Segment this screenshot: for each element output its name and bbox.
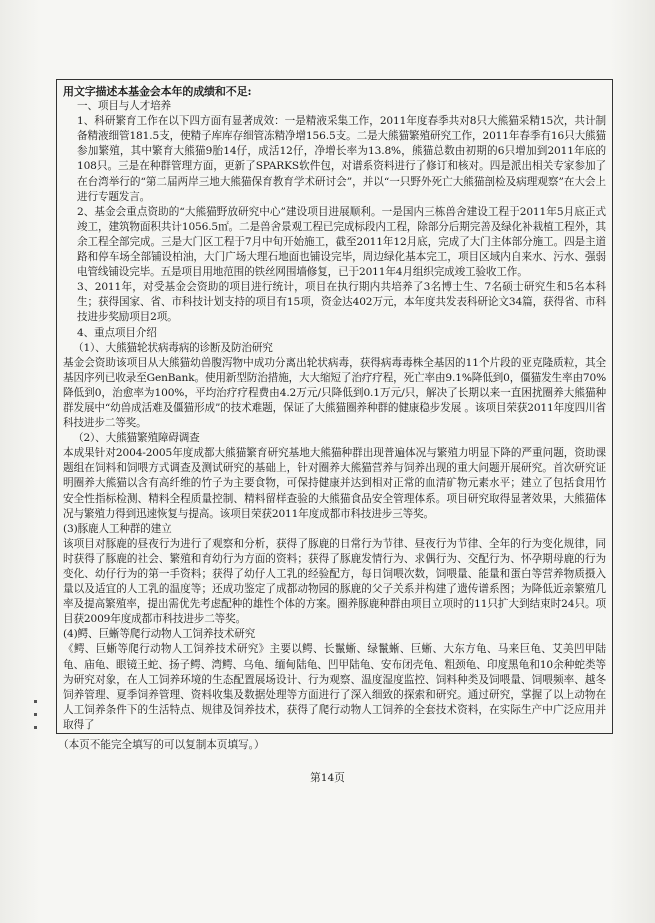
form-box bbox=[56, 79, 613, 734]
scan-mark bbox=[34, 700, 37, 703]
scan-mark bbox=[34, 713, 37, 716]
section-title: 4、重点项目介绍 bbox=[77, 326, 157, 339]
form-heading: 用文字描述本基金会本年的成绩和不足: bbox=[63, 85, 252, 98]
page-number: 第14页 bbox=[310, 772, 345, 784]
paragraph: 1、科研繁育工作在以下四方面有显著成效：一是精液采集工作，2011年度春季共对8只大熊猫采精15次，共计制备精液细管181.5支，使精子库库存细管冻精净增156.5支。二是大熊猫繁殖研究工作，2011年春季有16只大熊猫参加繁殖，其中繁育大熊猫9胎14仔，成活12仔，净增长率为13.8%，熊猫总数由初期的6只增加到2011年底的108只。三是在种群管理方面，更新了SPARKS软件包，对谱系资料进行了修订和核对。四是派出相关专家参加了在台湾举行的“第二届两岸三地大熊猫保育教育学术研讨会”，并以“一只野外死亡大熊猫剖检及病理观察”在大会上进行专题发言。 bbox=[77, 115, 606, 203]
form-content bbox=[63, 84, 606, 733]
paragraph: 《鳄、巨蜥等爬行动物人工饲养技术研究》主要以鳄、长鬣蜥、绿鬣蜥、巨蜥、大东方龟、马来巨龟、艾美凹甲陆龟、庙龟、眼镜王蛇、扬子鳄、湾鳄、乌龟、缅甸陆龟、凹甲陆龟、安布闭壳龟、粗颈龟、印度黑龟和10余种蛇类等为研究对象，在人工饲养环境的生态配置展场设计、行为观察、温度湿度监控、饲料种类及饲喂量、饲喂频率、越冬饲养管理、夏季饲养管理、资料收集及数据处理等方面进行了深入细致的探索和研究。通过研究，掌握了以上动物在人工饲养条件下的生活特点、规律及饲养技术，获得了爬行动物人工饲养的全套技术资料，在实际生产中广泛应用并取得了 bbox=[63, 643, 606, 731]
paragraph: 基金会资助该项目从大熊猫幼兽腹泻物中成功分离出轮状病毒，获得病毒毒株全基因的11个片段的亚克隆质粒，其全基因序列已收录至GenBank。使用新型防治措施，大大缩短了治疗疗程，死亡率由9.1%降低到0，僵猫发生率由70%降低到0，治愈率为100%，平均治疗疗程费由4.2万元/只降低到0.1万元/只，解决了长期以来一直困扰圈养大熊猫种群发展中“幼兽成活难及僵猫形成”的技术难题，保证了大熊猫圈养种群的健康稳步发展 。该项目荣获2011年度四川省科技进步二等奖。 bbox=[63, 356, 606, 430]
scan-marks bbox=[34, 700, 44, 739]
subsection-title: （1）、大熊猫轮状病毒病的诊断及防治研究 bbox=[73, 341, 273, 354]
subsection-title: (4)鳄、巨蜥等爬行动物人工饲养技术研究 bbox=[63, 628, 256, 641]
paragraph: 2、基金会重点资助的“大熊猫野放研究中心”建设项目进展顺利。一是国内三栋兽舍建设工程于2011年5月底正式竣工，建筑物面积共计1056.5㎡。二是兽舍景观工程已完成标段内工程，除部分后期完善及绿化补栽植工程外，其余工程全部完成。三是大门区工程于7月中旬开始施工，截至2011年12月底，完成了大门主体部分施工。四是主道路和停车场全部铺设柏油，大门广场大理石地面也铺设完毕，周边绿化基本完工，项目区域内自来水、污水、强弱电管线铺设完毕。五是项目用地范围的铁丝网围墙修复，已于2011年4月组织完成竣工验收工作。 bbox=[77, 205, 606, 279]
paragraph: 本成果针对2004-2005年度成都大熊猫繁育研究基地大熊猫种群出现普遍体况与繁殖力明显下降的严重问题，资助课题组在饲料和饲喂方式调查及测试研究的基础上，针对圈养大熊猫营养与饲养出现的重大问题开展研究。首次研究证明圈养大熊猫以含有高纤维的竹子为主要食物，可保持健康并达到相对正常的血清矿物元素水平；建立了包括食用竹安全性指标检测、精料全程质量控制、精料留样查验的大熊猫食品安全管理体系。项目研究取得显著效果，大熊猫体况与繁殖力得到迅速恢复与提高。该项目荣获2011年度成都市科技进步三等奖。 bbox=[63, 447, 606, 520]
paragraph: 3、2011年，对受基金会资助的项目进行统计，项目在执行期内共培养了3名博士生、7名硕士研究生和5名本科生；获得国家、省、市科技计划支持的项目有15项，资金达402万元，本年度共发表科研论文34篇，获得省、市科技进步奖励项目2项。 bbox=[77, 281, 606, 324]
scan-mark bbox=[34, 726, 37, 729]
section-title: 一、项目与人才培养 bbox=[77, 100, 171, 113]
paragraph: 该项目对豚鹿的昼夜行为进行了观察和分析，获得了豚鹿的日常行为节律、昼夜行为节律、全年的行为变化规律，同时获得了豚鹿的社会、繁殖和育幼行为方面的资料；获得了豚鹿发情行为、求偶行为、交配行为、怀孕期母鹿的行为变化、幼仔行为的第一手资料；获得了幼仔人工乳的经验配方，每日饲喂次数，饲喂量、能量和蛋白等营养物质摄入量以及适宜的人工乳的温度等；还成功鉴定了成都动物园的豚鹿的父子关系并构建了遗传谱系图；为降低近亲繁殖几率及提高繁殖率，提出需优先考虑配种的雄性个体的方案。圈养豚鹿种群由项目立项时的11只扩大到结束时24只。项目获2009年度成都市科技进步二等奖。 bbox=[63, 537, 606, 626]
subsection-title: (3)豚鹿人工种群的建立 bbox=[63, 522, 172, 535]
subsection-title: （2）、大熊猫繁殖障碍调查 bbox=[73, 432, 200, 445]
footnote: （本页不能完全填写的可以复制本页填写。） bbox=[58, 739, 265, 751]
